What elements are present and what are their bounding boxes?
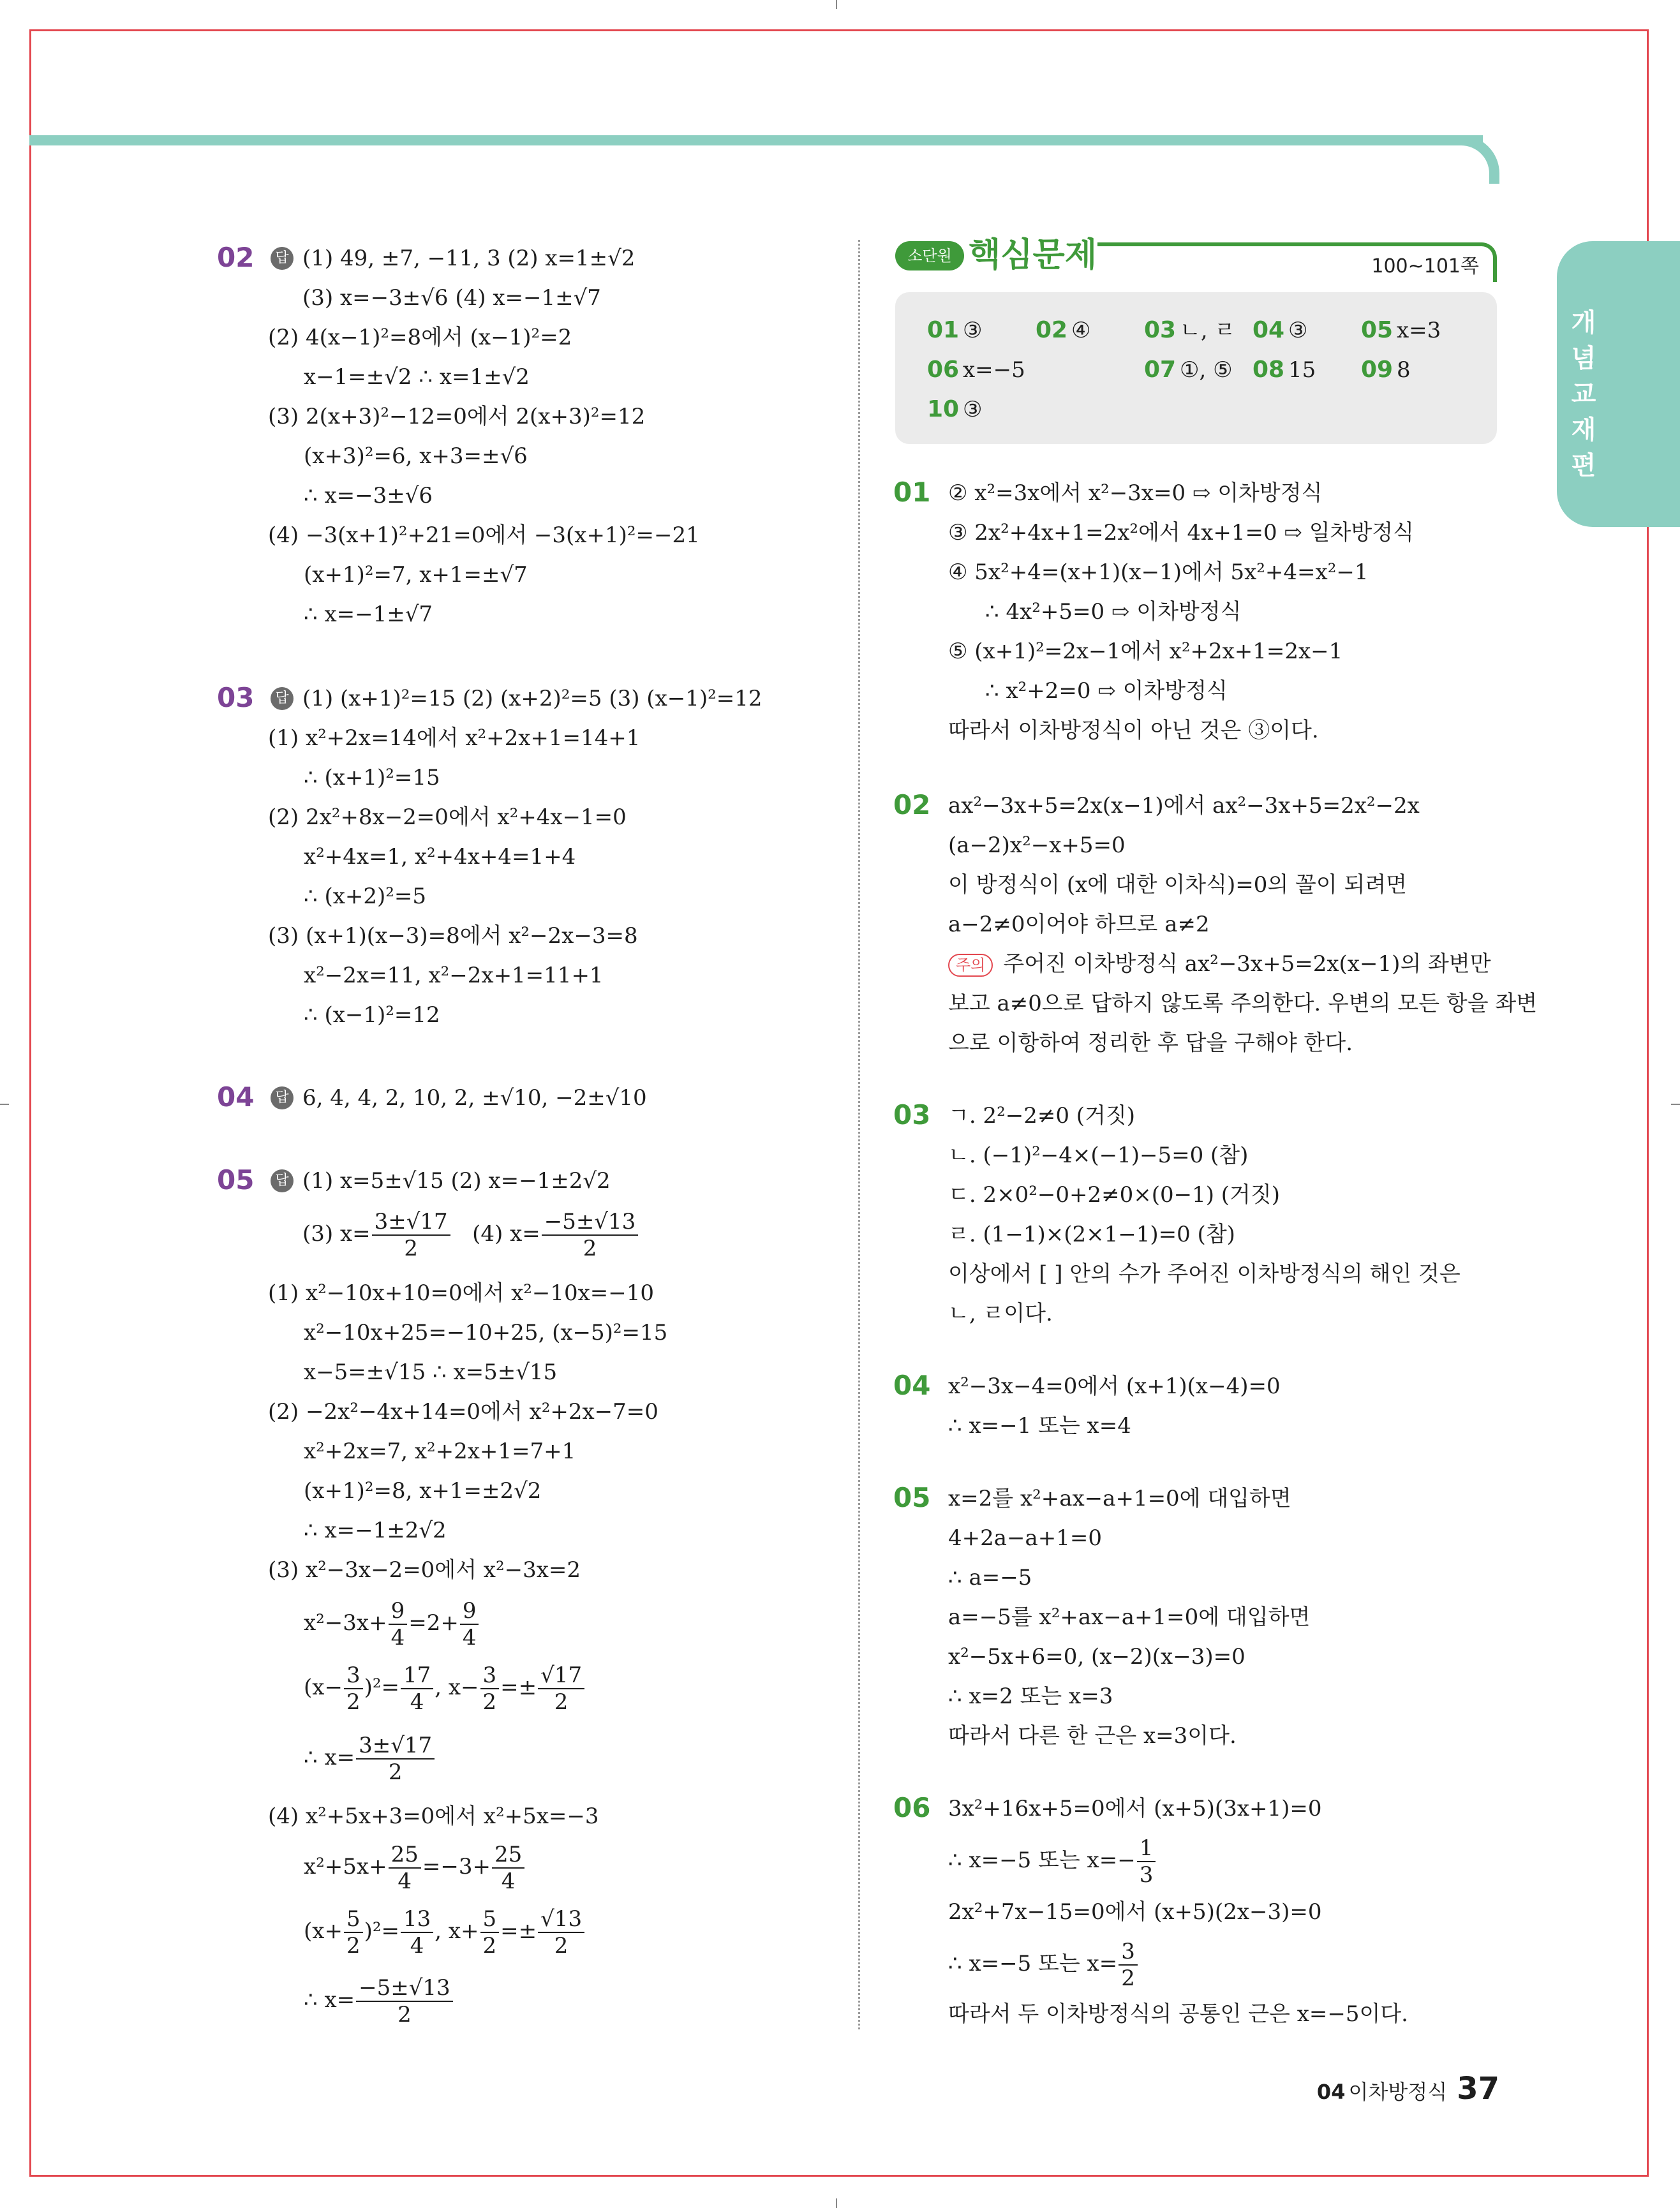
numerator: −5±√13: [356, 1975, 453, 2002]
fraction: [401, 1906, 433, 1959]
fraction: [372, 1209, 450, 1261]
solution-line: ∴ a=−5: [948, 1565, 1032, 1590]
fraction: [356, 1975, 453, 2027]
answer-icon: 답: [271, 1169, 294, 1192]
solution-line: ② x²=3x에서 x²−3x=0 ⇨ 이차방정식: [948, 480, 1323, 506]
warning-line: 으로 이항하여 정리한 후 답을 구해야 한다.: [948, 1030, 1353, 1056]
numerator: 3: [344, 1663, 363, 1689]
text: , x+: [435, 1918, 479, 1944]
question-number: 03: [217, 682, 255, 713]
fraction: [1119, 1939, 1138, 1991]
answer-summary-box: [895, 292, 1497, 444]
numerator: √17: [538, 1663, 584, 1689]
fraction: [344, 1663, 363, 1715]
text: )²=: [364, 1918, 399, 1944]
solution-line: (2) 2x²+8x−2=0에서 x²+4x−1=0: [268, 804, 627, 830]
solution-line: x²+2x=7, x²+2x+1=7+1: [304, 1439, 576, 1464]
denominator: 2: [346, 1933, 361, 1959]
page-number: 37: [1457, 2071, 1499, 2107]
denominator: 2: [482, 1689, 497, 1715]
fraction: [542, 1209, 639, 1261]
denominator: 4: [398, 1869, 412, 1894]
solution-line: 2x²+7x−15=0에서 (x+5)(2x−3)=0: [948, 1899, 1322, 1925]
solution-line: ∴ x=−1±2√2: [304, 1518, 447, 1543]
numerator: −5±√13: [542, 1209, 639, 1236]
denominator: 4: [410, 1689, 424, 1715]
answer-line: (3) x=−3±√6 (4) x=−1±√7: [302, 285, 601, 311]
solution-line: ∴ x=2 또는 x=3: [948, 1684, 1113, 1709]
answer-value: ④: [1071, 318, 1091, 343]
numerator: 13: [401, 1906, 433, 1933]
answer-number: 06: [927, 357, 960, 383]
solution-line: (3) x²−3x−2=0에서 x²−3x=2: [268, 1557, 581, 1583]
question-number: 02: [893, 789, 931, 820]
solution-line: (x+1)²=8, x+1=±2√2: [304, 1478, 542, 1504]
crop-mark: [836, 0, 837, 9]
solution-line: ㄷ. 2×0²−0+2≠0×(0−1) (거짓): [948, 1182, 1280, 1208]
question-number: 04: [217, 1081, 255, 1113]
denominator: 2: [346, 1689, 361, 1715]
page-footer: [1308, 2070, 1499, 2115]
solution-line: x²−3x−4=0에서 (x+1)(x−4)=0: [948, 1374, 1281, 1399]
solution-line: 따라서 두 이차방정식의 공통인 근은 x=−5이다.: [948, 2001, 1408, 2027]
text: =±: [500, 1918, 537, 1944]
warning-badge: 주의: [948, 954, 993, 977]
answer-value: x=−5: [963, 357, 1025, 383]
fraction: [389, 1842, 421, 1894]
text: ∴ x=: [304, 1987, 355, 2013]
solution-line: a−2≠0이어야 하므로 a≠2: [948, 912, 1210, 937]
numerator: 9: [460, 1598, 479, 1625]
text: 주어진 이차방정식 ax²−3x+5=2x(x−1)의 좌변만: [1003, 951, 1491, 977]
fraction: [460, 1598, 479, 1650]
question-number: 05: [217, 1164, 255, 1196]
solution-line-fractions: [304, 1906, 586, 1959]
text: ∴ x=−5 또는 x=: [948, 1951, 1118, 1976]
denominator: 4: [462, 1625, 477, 1650]
solution-line: ㄱ. 2²−2≠0 (거짓): [948, 1103, 1135, 1129]
answer-value: 15: [1288, 357, 1316, 383]
side-tab-label: 개념교재편: [1571, 308, 1596, 480]
question-number: 01: [893, 477, 931, 508]
solution-line-fractions: [304, 1842, 526, 1894]
solution-line: 4+2a−a+1=0: [948, 1525, 1103, 1551]
answer-value: ③: [963, 397, 983, 422]
question-number: 04: [893, 1370, 931, 1401]
solution-line: (1) x²+2x=14에서 x²+2x+1=14+1: [268, 725, 641, 751]
question-number: 03: [893, 1099, 931, 1130]
column-divider: [858, 240, 860, 2029]
fraction: [389, 1598, 408, 1650]
section-badge: 소단원: [895, 241, 964, 270]
answer-line: 6, 4, 4, 2, 10, 2, ±√10, −2±√10: [302, 1085, 647, 1111]
answer-icon: 답: [271, 1086, 294, 1109]
text: x²−3x+: [304, 1610, 387, 1636]
solution-line: (a−2)x²−x+5=0: [948, 833, 1126, 858]
solution-line: (2) −2x²−4x+14=0에서 x²+2x−7=0: [268, 1399, 658, 1425]
answer-line: (1) (x+1)²=15 (2) (x+2)²=5 (3) (x−1)²=12: [302, 686, 762, 711]
fraction: [480, 1663, 500, 1715]
numerator: 25: [492, 1842, 524, 1869]
question-number: 02: [217, 242, 255, 273]
solution-line-fractions: [948, 1835, 1157, 1888]
denominator: 2: [482, 1933, 497, 1959]
text: (x−: [304, 1675, 343, 1700]
denominator: 2: [583, 1236, 597, 1261]
solution-line: (x+1)²=7, x+1=±√7: [304, 562, 528, 588]
numerator: 3±√17: [356, 1733, 435, 1760]
solution-line: ∴ (x−1)²=12: [304, 1002, 440, 1028]
numerator: 1: [1137, 1835, 1156, 1862]
numerator: 9: [389, 1598, 408, 1625]
denominator: 4: [410, 1933, 424, 1959]
answer-icon: 답: [271, 247, 294, 270]
text: =±: [500, 1675, 537, 1700]
solution-line: ∴ (x+1)²=15: [304, 765, 440, 790]
denominator: 2: [554, 1933, 569, 1959]
solution-line: ㄴ, ㄹ이다.: [948, 1301, 1053, 1326]
answer-value: ③: [963, 318, 983, 343]
answer-value: ㄴ, ㄹ: [1180, 318, 1236, 343]
solution-line: x−5=±√15 ∴ x=5±√15: [304, 1360, 558, 1385]
solution-line: (3) (x+1)(x−3)=8에서 x²−2x−3=8: [268, 923, 638, 949]
solution-line: (x+3)²=6, x+3=±√6: [304, 443, 528, 469]
answer-number: 05: [1361, 317, 1394, 343]
solution-line: x²−2x=11, x²−2x+1=11+1: [304, 963, 604, 988]
solution-line: ⑤ (x+1)²=2x−1에서 x²+2x+1=2x−1: [948, 639, 1343, 664]
denominator: 3: [1139, 1862, 1154, 1888]
solution-line-fractions: [304, 1733, 436, 1785]
denominator: 2: [398, 2002, 412, 2027]
answer-line: (1) 49, ±7, −11, 3 (2) x=1±√2: [302, 246, 636, 271]
numerator: √13: [538, 1906, 584, 1933]
section-title: 핵심문제: [969, 236, 1097, 274]
text: x²+5x+: [304, 1854, 387, 1879]
solution-line: 3x²+16x+5=0에서 (x+5)(3x+1)=0: [948, 1796, 1322, 1821]
fraction: [538, 1663, 584, 1715]
answer-number: 07: [1144, 357, 1177, 383]
fraction: [344, 1906, 363, 1959]
answer-line: (1) x=5±√15 (2) x=−1±2√2: [302, 1168, 611, 1194]
solution-line: ax²−3x+5=2x(x−1)에서 ax²−3x+5=2x²−2x: [948, 793, 1420, 819]
answer-value: x=3: [1397, 318, 1441, 343]
question-number: 06: [893, 1792, 931, 1823]
solution-line: x−1=±√2 ∴ x=1±√2: [304, 364, 530, 390]
denominator: 2: [1121, 1966, 1135, 1991]
solution-line: ∴ x=−3±√6: [304, 483, 433, 508]
crop-mark: [1671, 1104, 1680, 1105]
solution-line: ㄹ. (1−1)×(2×1−1)=0 (참): [948, 1222, 1235, 1247]
page-range: 100~101쪽: [1371, 255, 1479, 278]
text: , x−: [435, 1675, 479, 1700]
solution-line: ㄴ. (−1)²−4×(−1)−5=0 (참): [948, 1143, 1249, 1168]
solution-line: ∴ x=−1 또는 x=4: [948, 1413, 1131, 1439]
fraction: [356, 1733, 435, 1785]
text: =−3+: [422, 1854, 491, 1879]
solution-line: 따라서 다른 한 근은 x=3이다.: [948, 1723, 1237, 1749]
fraction: [480, 1906, 500, 1959]
warning-line: [948, 950, 1491, 978]
numerator: 17: [401, 1663, 433, 1689]
numerator: 3: [480, 1663, 500, 1689]
answer-icon: 답: [271, 687, 294, 710]
chapter-title: 이차방정식: [1348, 2080, 1448, 2104]
answer-number: 02: [1036, 317, 1068, 343]
numerator: 3±√17: [372, 1209, 450, 1236]
denominator: 2: [554, 1689, 569, 1715]
solution-line: (4) x²+5x+3=0에서 x²+5x=−3: [268, 1804, 599, 1829]
crop-mark: [836, 2198, 837, 2208]
fraction: [401, 1663, 433, 1715]
text: (x+: [304, 1918, 343, 1944]
chapter-number: 04: [1316, 2080, 1346, 2104]
solution-line: (1) x²−10x+10=0에서 x²−10x=−10: [268, 1280, 655, 1306]
solution-line-fractions: [304, 1975, 454, 2027]
answer-value: 8: [1397, 357, 1411, 383]
fraction: [1137, 1835, 1156, 1888]
solution-line: x=2를 x²+ax−a+1=0에 대입하면: [948, 1486, 1291, 1511]
answer-number: 09: [1361, 357, 1394, 383]
answer-number: 04: [1253, 317, 1285, 343]
solution-line: x²−10x+25=−10+25, (x−5)²=15: [304, 1320, 668, 1345]
text: =2+: [408, 1610, 459, 1636]
numerator: 3: [1119, 1939, 1138, 1966]
solution-line: 따라서 이차방정식이 아닌 것은 ③이다.: [948, 718, 1319, 743]
answer-line-fractions: [302, 1209, 639, 1261]
fraction: [538, 1906, 584, 1959]
solution-line: (3) 2(x+3)²−12=0에서 2(x+3)²=12: [268, 404, 646, 429]
answer-number: 08: [1253, 357, 1285, 383]
solution-line: ∴ x²+2=0 ⇨ 이차방정식: [985, 678, 1228, 704]
top-decorative-bar: [29, 135, 1483, 145]
solution-line: (2) 4(x−1)²=8에서 (x−1)²=2: [268, 325, 572, 350]
solution-line-fractions: [304, 1663, 586, 1715]
solution-line-fractions: [948, 1939, 1139, 1991]
answer-number: 03: [1144, 317, 1177, 343]
question-number: 05: [893, 1482, 931, 1513]
solution-line: x²−5x+6=0, (x−2)(x−3)=0: [948, 1644, 1245, 1670]
warning-line: 보고 a≠0으로 답하지 않도록 주의한다. 우변의 모든 항을 좌변: [948, 991, 1538, 1016]
solution-line: ∴ x=−1±√7: [304, 602, 433, 627]
denominator: 2: [404, 1236, 418, 1261]
answer-number: 01: [927, 317, 960, 343]
denominator: 4: [390, 1625, 405, 1650]
solution-line: 이상에서 [ ] 안의 수가 주어진 이차방정식의 해인 것은: [948, 1261, 1461, 1287]
solution-line: x²+4x=1, x²+4x+4=1+4: [304, 844, 576, 870]
numerator: 5: [344, 1906, 363, 1933]
denominator: 2: [388, 1760, 403, 1785]
solution-line: a=−5를 x²+ax−a+1=0에 대입하면: [948, 1604, 1311, 1630]
solution-line: (4) −3(x+1)²+21=0에서 −3(x+1)²=−21: [268, 522, 700, 548]
text: ∴ x=: [304, 1745, 355, 1770]
solution-line: ∴ (x+2)²=5: [304, 884, 427, 909]
answer-value: ③: [1288, 318, 1308, 343]
answer-number: 10: [927, 396, 960, 422]
solution-line-fractions: [304, 1598, 480, 1650]
numerator: 25: [389, 1842, 421, 1869]
denominator: 4: [501, 1869, 516, 1894]
fraction: [492, 1842, 524, 1894]
numerator: 5: [480, 1906, 500, 1933]
text: (3) x=: [302, 1221, 371, 1247]
answer-value: ①, ⑤: [1180, 357, 1233, 383]
text: )²=: [364, 1675, 399, 1700]
crop-mark: [0, 1104, 9, 1105]
solution-line: ③ 2x²+4x+1=2x²에서 4x+1=0 ⇨ 일차방정식: [948, 520, 1414, 545]
text: (4) x=: [472, 1221, 540, 1247]
text: ∴ x=−5 또는 x=−: [948, 1848, 1136, 1873]
solution-line: 이 방정식이 (x에 대한 이차식)=0의 꼴이 되려면: [948, 872, 1408, 898]
solution-line: ∴ 4x²+5=0 ⇨ 이차방정식: [985, 599, 1242, 625]
solution-line: ④ 5x²+4=(x+1)(x−1)에서 5x²+4=x²−1: [948, 559, 1369, 585]
